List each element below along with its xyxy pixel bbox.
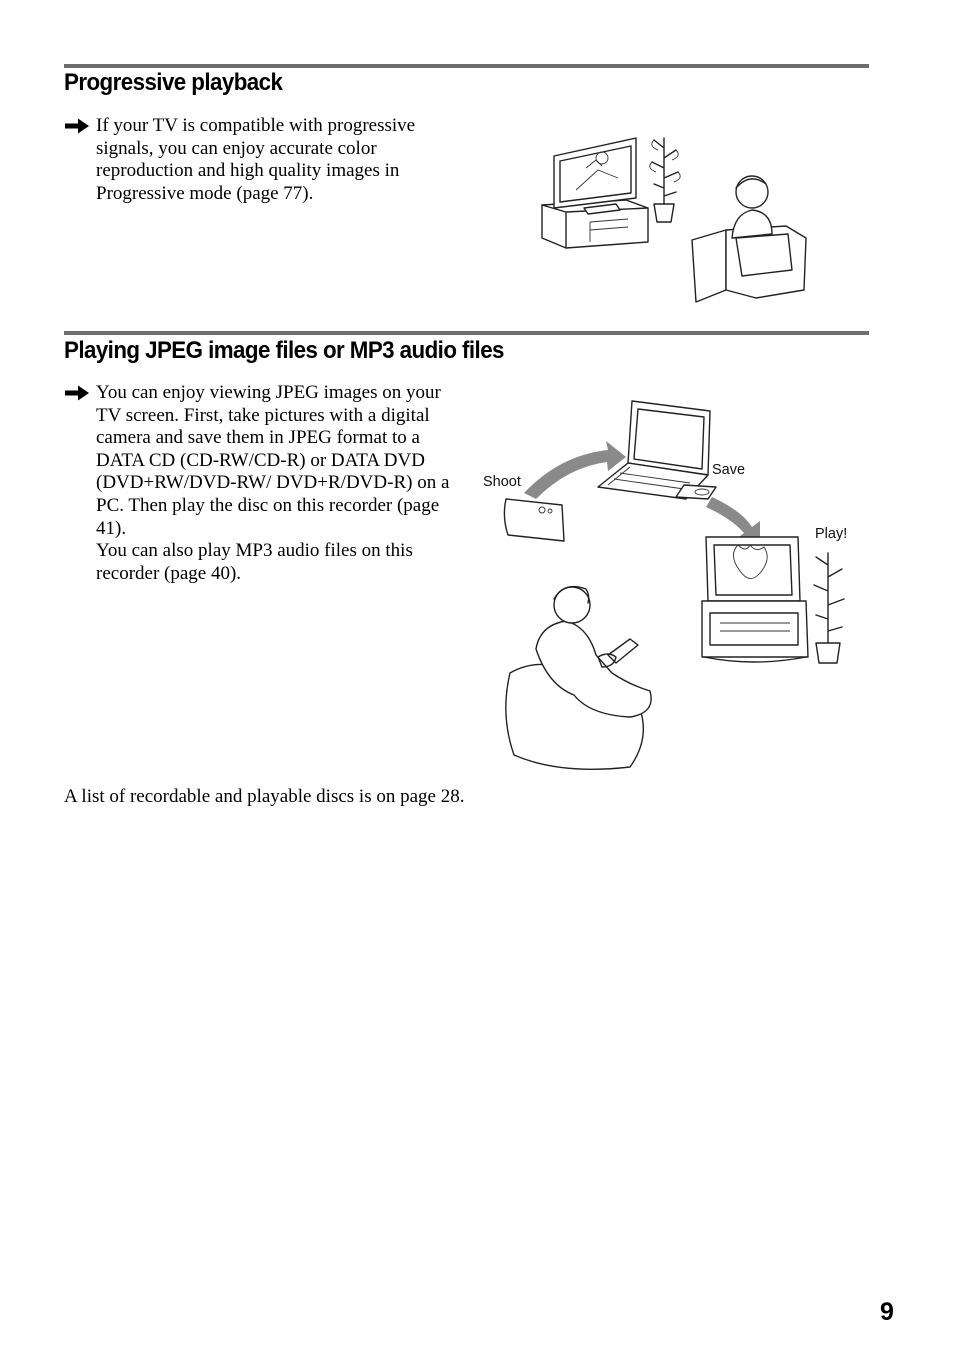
bullet-progressive: [64, 115, 454, 205]
bullet-text: You can enjoy viewing JPEG images on your TV screen. First, take pictures with a digital camera and save them in JPEG format to a DATA CD (CD-RW/CD-R) or DATA DVD (DVD+RW/DVD-RW/ DVD+R/DVD-R) on a PC. Then play the disc on this recorder (page 41).: [96, 382, 450, 539]
label-save: Save: [712, 462, 746, 478]
right-arrow-icon: [64, 384, 90, 402]
label-shoot: Shoot: [483, 474, 521, 490]
tv-viewer-illustration: [536, 130, 816, 305]
person-with-remote-icon: [506, 587, 651, 770]
section-heading-progressive: Progressive playback: [64, 69, 283, 96]
right-arrow-icon: [64, 117, 90, 135]
tv-icon: [702, 537, 808, 662]
bullet-text: You can also play MP3 audio files on this recorder (page 40).: [96, 540, 413, 584]
plant-icon: [814, 553, 844, 663]
page-number: 9: [880, 1298, 894, 1326]
section-rule-top: [64, 331, 869, 335]
jpeg-workflow-illustration: [480, 395, 860, 785]
bullet-jpeg-mp3: [64, 382, 454, 585]
section-rule-top: [64, 64, 869, 68]
camera-icon: [504, 499, 564, 541]
label-play: Play!: [815, 526, 848, 542]
footnote: A list of recordable and playable discs is on page 28.: [64, 786, 465, 807]
section-heading-jpeg-mp3: Playing JPEG image files or MP3 audio files: [64, 337, 504, 364]
bullet-text: If your TV is compatible with progressive signals, you can enjoy accurate color reproduction and high quality images in Progressive mode (page 77).: [96, 115, 416, 204]
